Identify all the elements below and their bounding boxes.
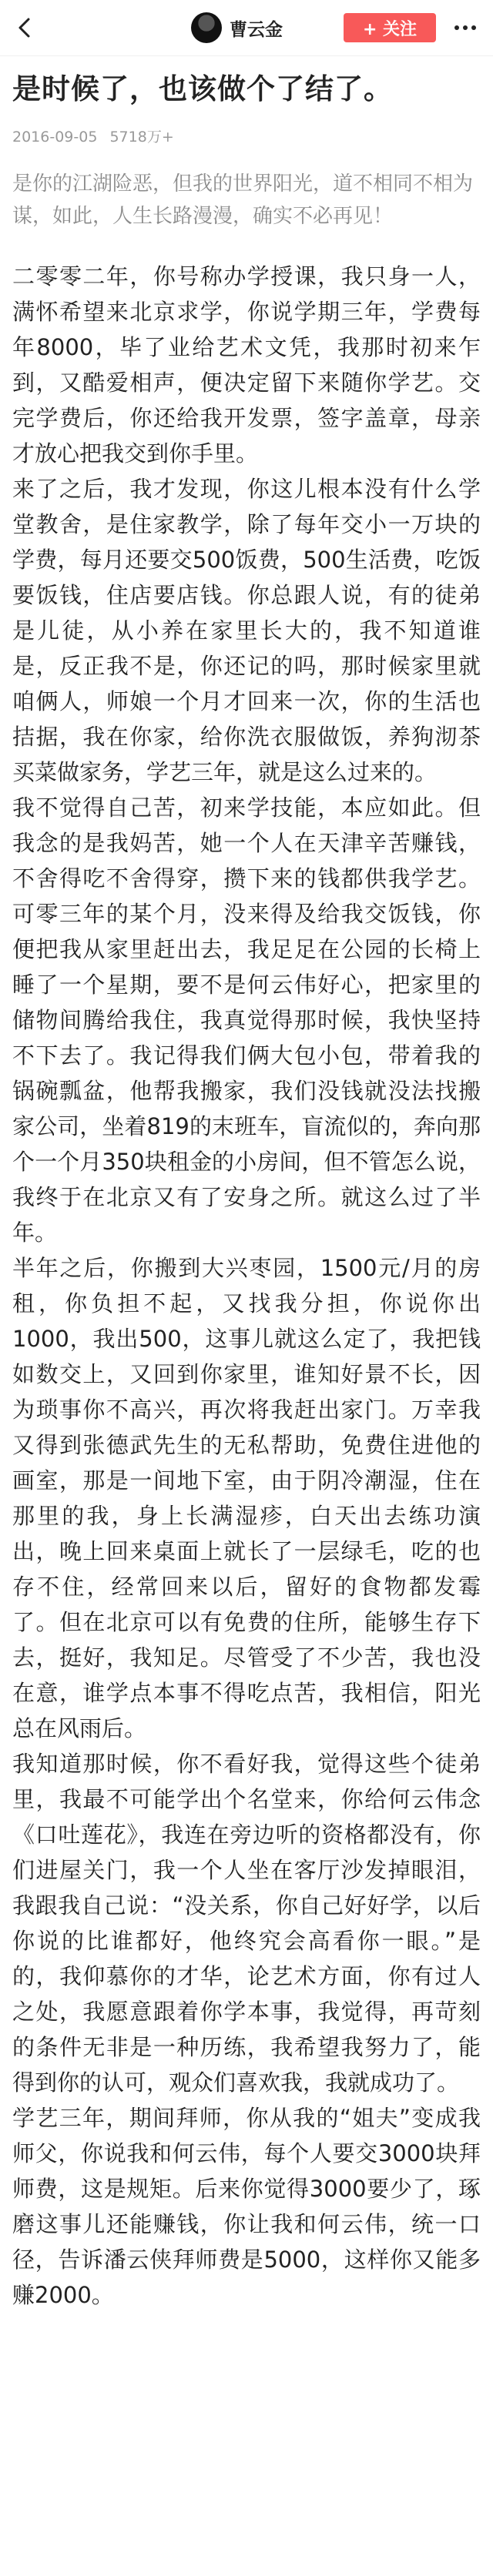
article-body [12, 259, 481, 2313]
chevron-left-icon [14, 17, 35, 38]
publish-date: 2016-09-05 [12, 129, 98, 146]
author-name[interactable]: 曹云金 [230, 19, 283, 40]
article-paragraph: 我不觉得自己苦，初来学技能，本应如此。但我念的是我妈苦，她一个人在天津辛苦赚钱，不舍得吃不舍得穿，攒下来的钱都供我学艺。可零三年的某个月，没来得及给我交饭钱，你便把我从家里赶出去，我足足在公园的长椅上睡了一个星期，要不是何云伟好心，把家里的储物间腾给我住，我真觉得那时候，我快坚持不下去了。我记得我们俩大包小包，带着我的锅碗瓢盆，他帮我搬家，我们没钱就没法找搬家公司，坐着819的末班车，盲流似的，奔向那个一个月350块租金的小房间，但不管怎么说，我终于在北京又有了安身之所。就这么过了半年。 [12, 795, 481, 1246]
article-meta [12, 125, 481, 146]
article-paragraph: 来了之后，我才发现，你这儿根本没有什么学堂教舍，是住家教学，除了每年交小一万块的学费，每月还要交500饭费，500生活费，吃饭要饭钱，住店要店钱。你总跟人说，有的徒弟是儿徒，从小养在家里长大的，我不知道谁是，反正我不是，你还记的吗，那时候家里就咱俩人，师娘一个月才回来一次，你的生活也拮据，我在你家，给你洗衣服做饭，养狗沏茶买菜做家务，学艺三年，就是这么过来的。 [12, 476, 481, 785]
article-quote: 是你的江湖险恶，但我的世界阳光，道不相同不相为谋，如此，人生长路漫漫，确实不必再见！ [12, 172, 474, 228]
back-button[interactable] [8, 11, 42, 45]
more-dot-icon [471, 25, 476, 30]
follow-button[interactable]: + 关注 [344, 13, 436, 42]
article-paragraph: 二零零二年，你号称办学授课，我只身一人，满怀希望来北京求学，你说学期三年，学费每年8000，毕了业给艺术文凭，我那时初来乍到，又酷爱相声，便决定留下来随你学艺。交完学费后，你还给我开发票，签字盖章，母亲才放心把我交到你手里。 [12, 263, 481, 467]
more-dot-icon [454, 25, 459, 30]
article-title: 是时候了，也该做个了结了。 [12, 72, 393, 105]
article-paragraph: 半年之后，你搬到大兴枣园，1500元/月的房租，你负担不起，又找我分担，你说你出1000，我出500，这事儿就这么定了，我把钱如数交上，又回到你家里，谁知好景不长，因为琐事你不高兴，再次将我赶出家门。万幸我又得到张德武先生的无私帮助，免费住进他的画室，那是一间地下室，由于阴冷潮湿，住在那里的我，身上长满湿疹，白天出去练功演出，晚上回来桌面上就长了一层绿毛，吃的也存不住，经常回来以后，留好的食物都发霉了。但在北京可以有免费的住所，能够生存下去，挺好，我知足。尽管受了不少苦，我也没在意，谁学点本事不得吃点苦，我相信，阳光总在风雨后。 [12, 1255, 481, 1741]
author-info[interactable] [191, 12, 283, 43]
article-paragraph: 学艺三年，期间拜师，你从我的“姐夫”变成我师父，你说我和何云伟，每个人要交3000块拜师费，这是规矩。后来你觉得3000要少了，琢磨这事儿还能赚钱，你让我和何云伟，统一口径，告诉潘云侠拜师费是5000，这样你又能多赚2000。 [12, 2105, 481, 2308]
read-count: 5718万+ [109, 129, 174, 146]
more-options-button[interactable] [448, 11, 482, 45]
more-dot-icon [463, 25, 468, 30]
top-bar [0, 0, 493, 56]
avatar[interactable] [191, 12, 222, 43]
article-paragraph: 我知道那时候，你不看好我，觉得这些个徒弟里，我最不可能学出个名堂来，你给何云伟念《口吐莲花》，我连在旁边听的资格都没有，你们进屋关门，我一个人坐在客厅沙发掉眼泪，我跟我自己说：“没关系，你自己好好学，以后你说的比谁都好，他终究会高看你一眼。”是的，我仰慕你的才华，论艺术方面，你有过人之处，我愿意跟着你学本事，我觉得，再苛刻的条件无非是一种历练，我希望我努力了，能得到你的认可，观众们喜欢我，我就成功了。 [12, 1751, 481, 2096]
